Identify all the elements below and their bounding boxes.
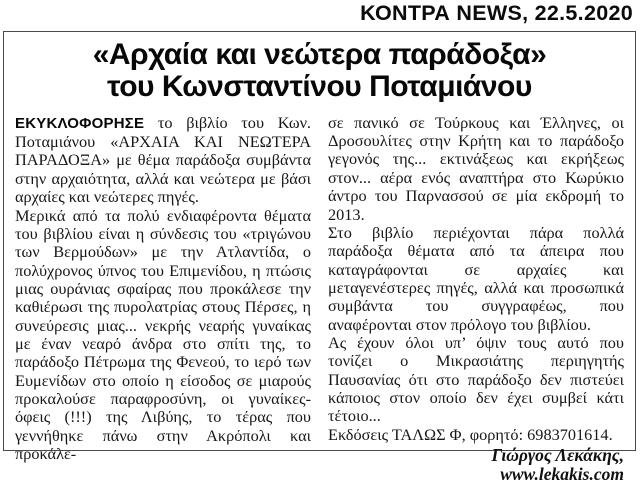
lead-word: ΕΚΥΚΛΟΦΟΡΗΣΕ <box>15 114 145 132</box>
publisher-contact-line: Εκδόσεις ΤΑΛΩΣ Φ, φορητό: 6983701614. <box>328 424 613 444</box>
left-column <box>15 114 311 484</box>
lead-paragraph <box>15 114 311 207</box>
author-name: Γιώργος Λεκάκης, <box>491 444 624 465</box>
article-frame <box>3 31 636 484</box>
headline-line-1: «Αρχαία και νεώτερα παράδοξα» <box>92 38 547 71</box>
headline-line-2: του Κωνσταντίνου Ποταμιάνου <box>107 70 532 104</box>
body-paragraph: Μερικά από τα πολύ ενδιαφέροντα θέματα του βιβλίου είναι η σύνδεσις του «τριγώνου των Βερμούδων» με την Ατλαντίδα, ο πολύχρονος ύπνος του Επιμενίδου, η πτώσις μιας ουράνιας σφαίρας που προκάλεσε την καθιέρωσι της πυρολατρίας στους Πέρσες, η συνεύρεσις μιας... νεκρής νεαρής γυναίκας με έναν νεαρό άνδρα στο σπίτι της, το παράδοξο Πέτρωμα της Φενεού, το ιερό των Ευμενίδων στο οποίο η είσοδος σε μιαρούς προκαλούσε παραφροσύνη, οι γυναίκες-όφεις (!!!) της Λιβύης, το τέρας που γεννήθηκε πάνω στην Ακρόπολι και προκάλε- <box>15 205 311 463</box>
right-column <box>328 114 624 484</box>
author-website: www.lekakis.com <box>500 463 624 484</box>
article-headline <box>10 39 629 104</box>
author-signature <box>328 446 624 484</box>
body-paragraph: σε πανικό σε Τούρκους και Έλληνες, οι Δροσουλίτες στην Κρήτη και το παράδοξο γεγονός της... εκτινάξεως και εκρήξεως στον... αέρα ενός αναπτήρα στο Κωρύκιο άντρο του Παρνασσού σε μία εκδρομή το 2013. <box>328 112 624 224</box>
masthead-title: ΚΟΝΤΡΑ NEWS, 22.5.2020 <box>360 1 633 25</box>
body-paragraph: Ας έχουν όλοι υπ’ όψιν τους αυτό που τονίζει ο Μικρασιάτης περιηγητής Παυσανίας ότι στο παράδοξο δεν πιστεύει κάποιος στον οποίο δεν έχει συμβεί κάτι τέτοιο... <box>328 332 624 426</box>
lead-paragraph-text: το βιβλίο του Κων. Ποταμιάνου «ΑΡΧΑΙΑ ΚΑΙ ΝΕΩΤΕΡΑ ΠΑΡΑΔΟΞΑ» με θέμα παράδοξα συμβάντα στην αρχαιότητα, αλλά και νεώτερα με βάσι αρχαίες και νεώτερες πηγές. <box>15 112 311 207</box>
article-body <box>4 104 635 484</box>
body-paragraph: Στο βιβλίο περιέχονται πάρα πολλά παράδοξα θέματα από τα άπειρα που καταγράφονται σε αρχαίες και μεταγενέστερες πηγές, αλλά και προσωπικά συμβάντα του συγγραφέως, που αναφέρονται στον πρόλογο του βιβλίου. <box>328 222 624 334</box>
